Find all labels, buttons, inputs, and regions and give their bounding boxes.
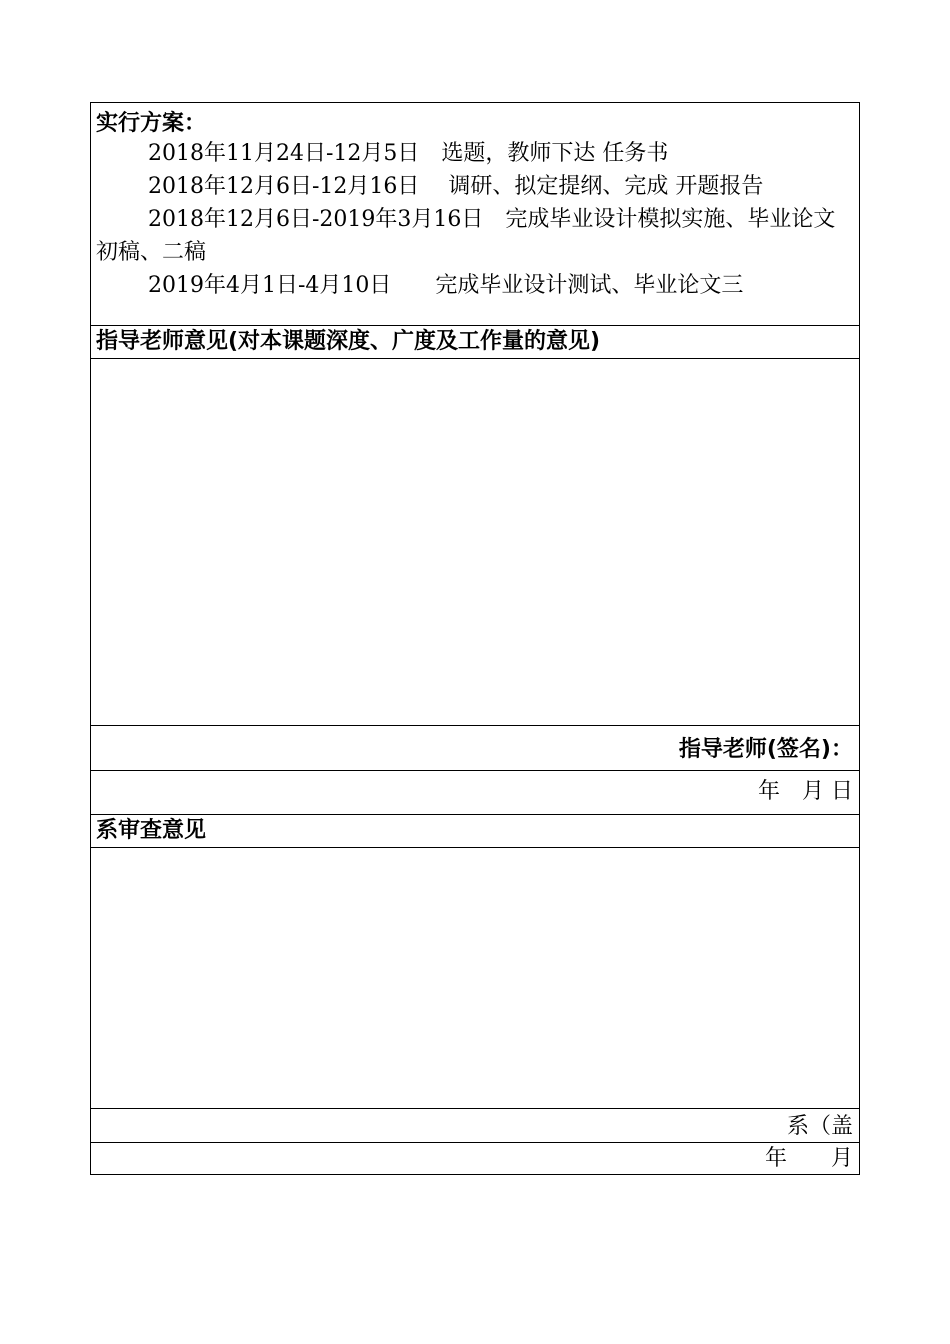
advisor-date-row (91, 770, 859, 814)
advisor-heading: 指导老师意见(对本课题深度、广度及工作量的意见) (96, 329, 601, 354)
advisor-opinion-area[interactable] (91, 358, 859, 725)
plan-item: 2018年11月24日-12月5日 选题，教师下达 任务书 (148, 141, 669, 166)
plan-heading: 实行方案： (96, 111, 207, 136)
department-date-row (91, 1142, 859, 1174)
department-date-label: 年 月 (764, 1146, 853, 1171)
department-heading: 系审查意见 (96, 818, 207, 843)
plan-item: 2018年12月6日-12月16日 调研、拟定提纲、完成 开题报告 (148, 174, 764, 199)
advisor-heading-row (91, 325, 859, 358)
department-seal-label: 系（盖 (786, 1114, 853, 1139)
advisor-signature-row (91, 725, 859, 770)
department-opinion-area[interactable] (91, 847, 859, 1108)
plan-item: 2019年4月1日-4月10日 完成毕业设计测试、毕业论文三 (148, 273, 744, 298)
department-heading-row (91, 814, 859, 847)
plan-item: 2018年12月6日-2019年3月16日 完成毕业设计模拟实施、毕业论文初稿、二稿 (96, 207, 836, 265)
advisor-signature-label: 指导老师(签名)： (678, 737, 853, 762)
advisor-date-label: 年 月 日 (758, 779, 853, 804)
department-seal-row (91, 1108, 859, 1142)
opinion-form-table (90, 102, 860, 1175)
plan-section (91, 103, 859, 325)
